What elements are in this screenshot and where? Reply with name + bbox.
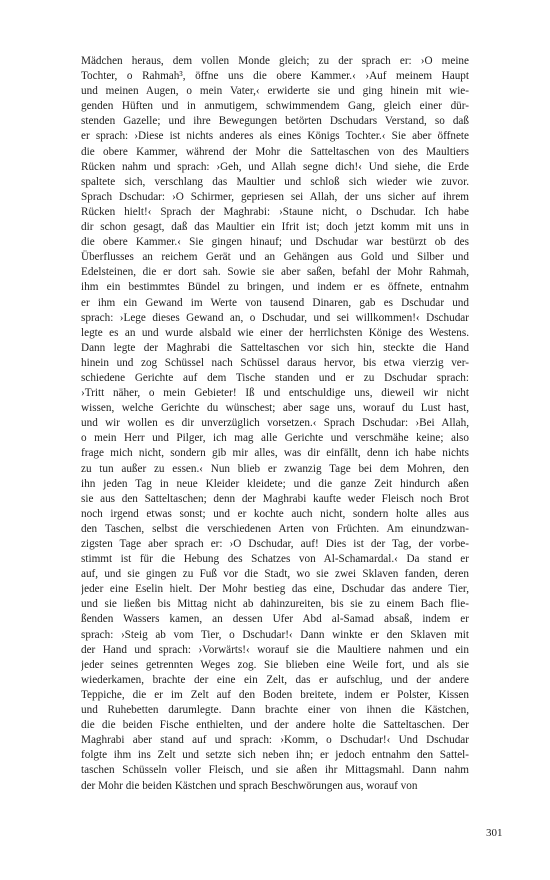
text-line: Maghrabi aber stand auf und sprach: ›Komm, o Dschudar!‹ Und Dschudar: [81, 734, 469, 747]
text-line: der Mohr die beiden Kästchen und sprach Beschwörungen aus, worauf von: [81, 779, 418, 792]
text-line: Tochter, o Rahmah³, öffne uns die obere Kammer.‹ ›Auf meinem Haupt: [81, 70, 469, 83]
text-line: die obere Kammer.‹ Sie gingen hinauf; und Dschudar war bestürzt ob des: [81, 236, 469, 249]
text-line: ihn jeden Tag in neue Kleider kleidete; und die ganze Zeit hindurch aßen: [81, 477, 469, 490]
text-line: und wir wollen es dir unverzüglich vorsetzen.‹ Sprach Dschudar: ›Bei Allah,: [81, 417, 469, 430]
text-line: Sprach Dschudar: ›O Schirmer, gepriesen sei Allah, der uns sicher auf ihrem: [81, 190, 469, 203]
text-line: Rücken nahm und sprach: ›Geh, und Allah segne dich!‹ Und siehe, die Erde: [81, 160, 469, 173]
text-line: schiedene Gerichte auf dem Tische standen und er zu Dschudar sprach:: [81, 371, 469, 384]
text-line: sie aus den Satteltaschen; denn der Maghrabi kaufte weder Fleisch noch Brot: [81, 492, 469, 505]
text-line: spaltete sich, verschlang das Maultier und schloß sich wieder wie zuvor.: [81, 175, 469, 188]
text-line: frage mich nicht, sondern gib mir alles, was dir einfällt, denn ich habe nichts: [81, 447, 469, 460]
text-line: Überflusses an reichem Gerät und an Gehängen aus Gold und Silber und: [81, 251, 469, 264]
text-line: sprach: ›Lege dieses Gewand an, o Dschudar, und sei willkommen!‹ Dschudar: [81, 311, 469, 324]
text-line: Rücken hielt!‹ Sprach der Maghrabi: ›Staune nicht, o Dschudar. Ich habe: [81, 205, 469, 218]
text-line: er sprach: ›Diese ist nichts anderes als eines Königs Tochter.‹ Sie aber öffnete: [81, 130, 469, 143]
text-line: ßenden Wassers kamen, an dessen Ufer Abd al-Samad absaß, indem er: [81, 613, 469, 626]
text-line: wissen, welche Gerichte du wünschest; aber sage uns, worauf du Lust hast,: [81, 402, 469, 415]
text-line: Dann legte der Maghrabi die Satteltaschen vor sich hin, steckte die Hand: [81, 341, 469, 354]
text-line: zu tun außer zu essen.‹ Nun blieb er zwanzig Tage bei dem Mohren, den: [81, 462, 469, 475]
text-line: Teppiche, die er im Zelt auf den Boden breitete, indem er Polster, Kissen: [81, 688, 469, 701]
page-number: 301: [486, 827, 503, 839]
text-line: genden Hüften und in anmutigem, schwimmendem Gang, gleich einer dür-: [81, 100, 469, 113]
body-text: [81, 54, 469, 794]
text-line: stenden Gazelle; und ihre Bewegungen betörten Dschudars Verstand, so daß: [81, 115, 469, 128]
text-line: jeder seines getrennten Weges zog. Sie blieben eine Weile fort, und als sie: [81, 658, 469, 671]
text-line: ihm ein bestimmtes Bündel zu bringen, und indem er es öffnete, entnahm: [81, 281, 469, 294]
text-line: der Hand und sprach: ›Vorwärts!‹ worauf sie die Maultiere nahmen und ein: [81, 643, 469, 656]
text-line: die die beiden Fische enthielten, und der andere holte die Satteltaschen. Der: [81, 719, 469, 732]
text-line: taschen Schüsseln voller Fleisch, und sie aßen ihr Mittagsmahl. Dann nahm: [81, 764, 469, 777]
text-line: stimmt ist für die Hebung des Schatzes von Al-Schamardal.‹ Da stand er: [81, 553, 469, 566]
text-line: ›Tritt näher, o mein Gebieter! Iß und entschuldige uns, dieweil wir nicht: [81, 387, 469, 400]
text-line: hinein und zog Schüssel nach Schüssel daraus hervor, bis etwa vierzig ver-: [81, 356, 469, 369]
text-line: die obere Kammer, während der Mohr die Satteltaschen von des Maultiers: [81, 145, 469, 158]
text-line: dir schon gesagt, daß das Maultier ein Ifrit ist; doch jetzt komm mit uns in: [81, 221, 469, 234]
text-line: legte es an und wurde alsbald wie einer der herrlichsten Könige des Westens.: [81, 326, 469, 339]
text-line: wiederkamen, brachte der eine ein Zelt, das er aufschlug, und der andere: [81, 673, 469, 686]
text-line: noch irgend etwas sonst; und er kochte auch nicht, sondern holte alles aus: [81, 507, 469, 520]
text-line: Edelsteinen, die er dort sah. Sowie sie aber saßen, befahl der Mohr Rahmah,: [81, 266, 469, 279]
text-line: er ihm ein Gewand im Werte von tausend Dinaren, gab es Dschudar und: [81, 296, 469, 309]
text-line: und Ruhebetten darumlegte. Dann brachte einer von ihnen die Kästchen,: [81, 704, 469, 717]
text-line: sprach: ›Steig ab vom Tier, o Dschudar!‹ Dann winkte er den Sklaven mit: [81, 628, 469, 641]
text-line: jeder eine Eselin hielt. Der Mohr bestieg das eine, Dschudar das andere Tier,: [81, 583, 469, 596]
text-line: folgte ihm ins Zelt und setzte sich neben ihn; er jedoch entnahm den Sattel-: [81, 749, 469, 762]
text-line: o mein Herr und Pilger, ich mag alle Gerichte und verschmähe keine; also: [81, 432, 469, 445]
text-line: zigsten Tage aber sprach er: ›O Dschudar, auf! Dies ist der Tag, der vorbe-: [81, 538, 469, 550]
text-line: auf, und sie gingen zu Fuß vor die Stadt, wo sie zwei Sklaven fanden, deren: [81, 568, 469, 581]
text-line: und meinen Augen, o mein Vater,‹ erwiderte sie und ging hinein mit wie-: [81, 85, 469, 98]
text-line: Mädchen heraus, dem vollen Monde gleich; zu der sprach er: ›O meine: [81, 55, 469, 67]
text-line: und sie ließen bis Mittag nicht ab dahinzureiten, bis sie zu einem Bach flie-: [81, 598, 469, 611]
text-line: den Taschen, selbst die verschiedenen Arten von Früchten. Am einundzwan-: [81, 522, 469, 535]
